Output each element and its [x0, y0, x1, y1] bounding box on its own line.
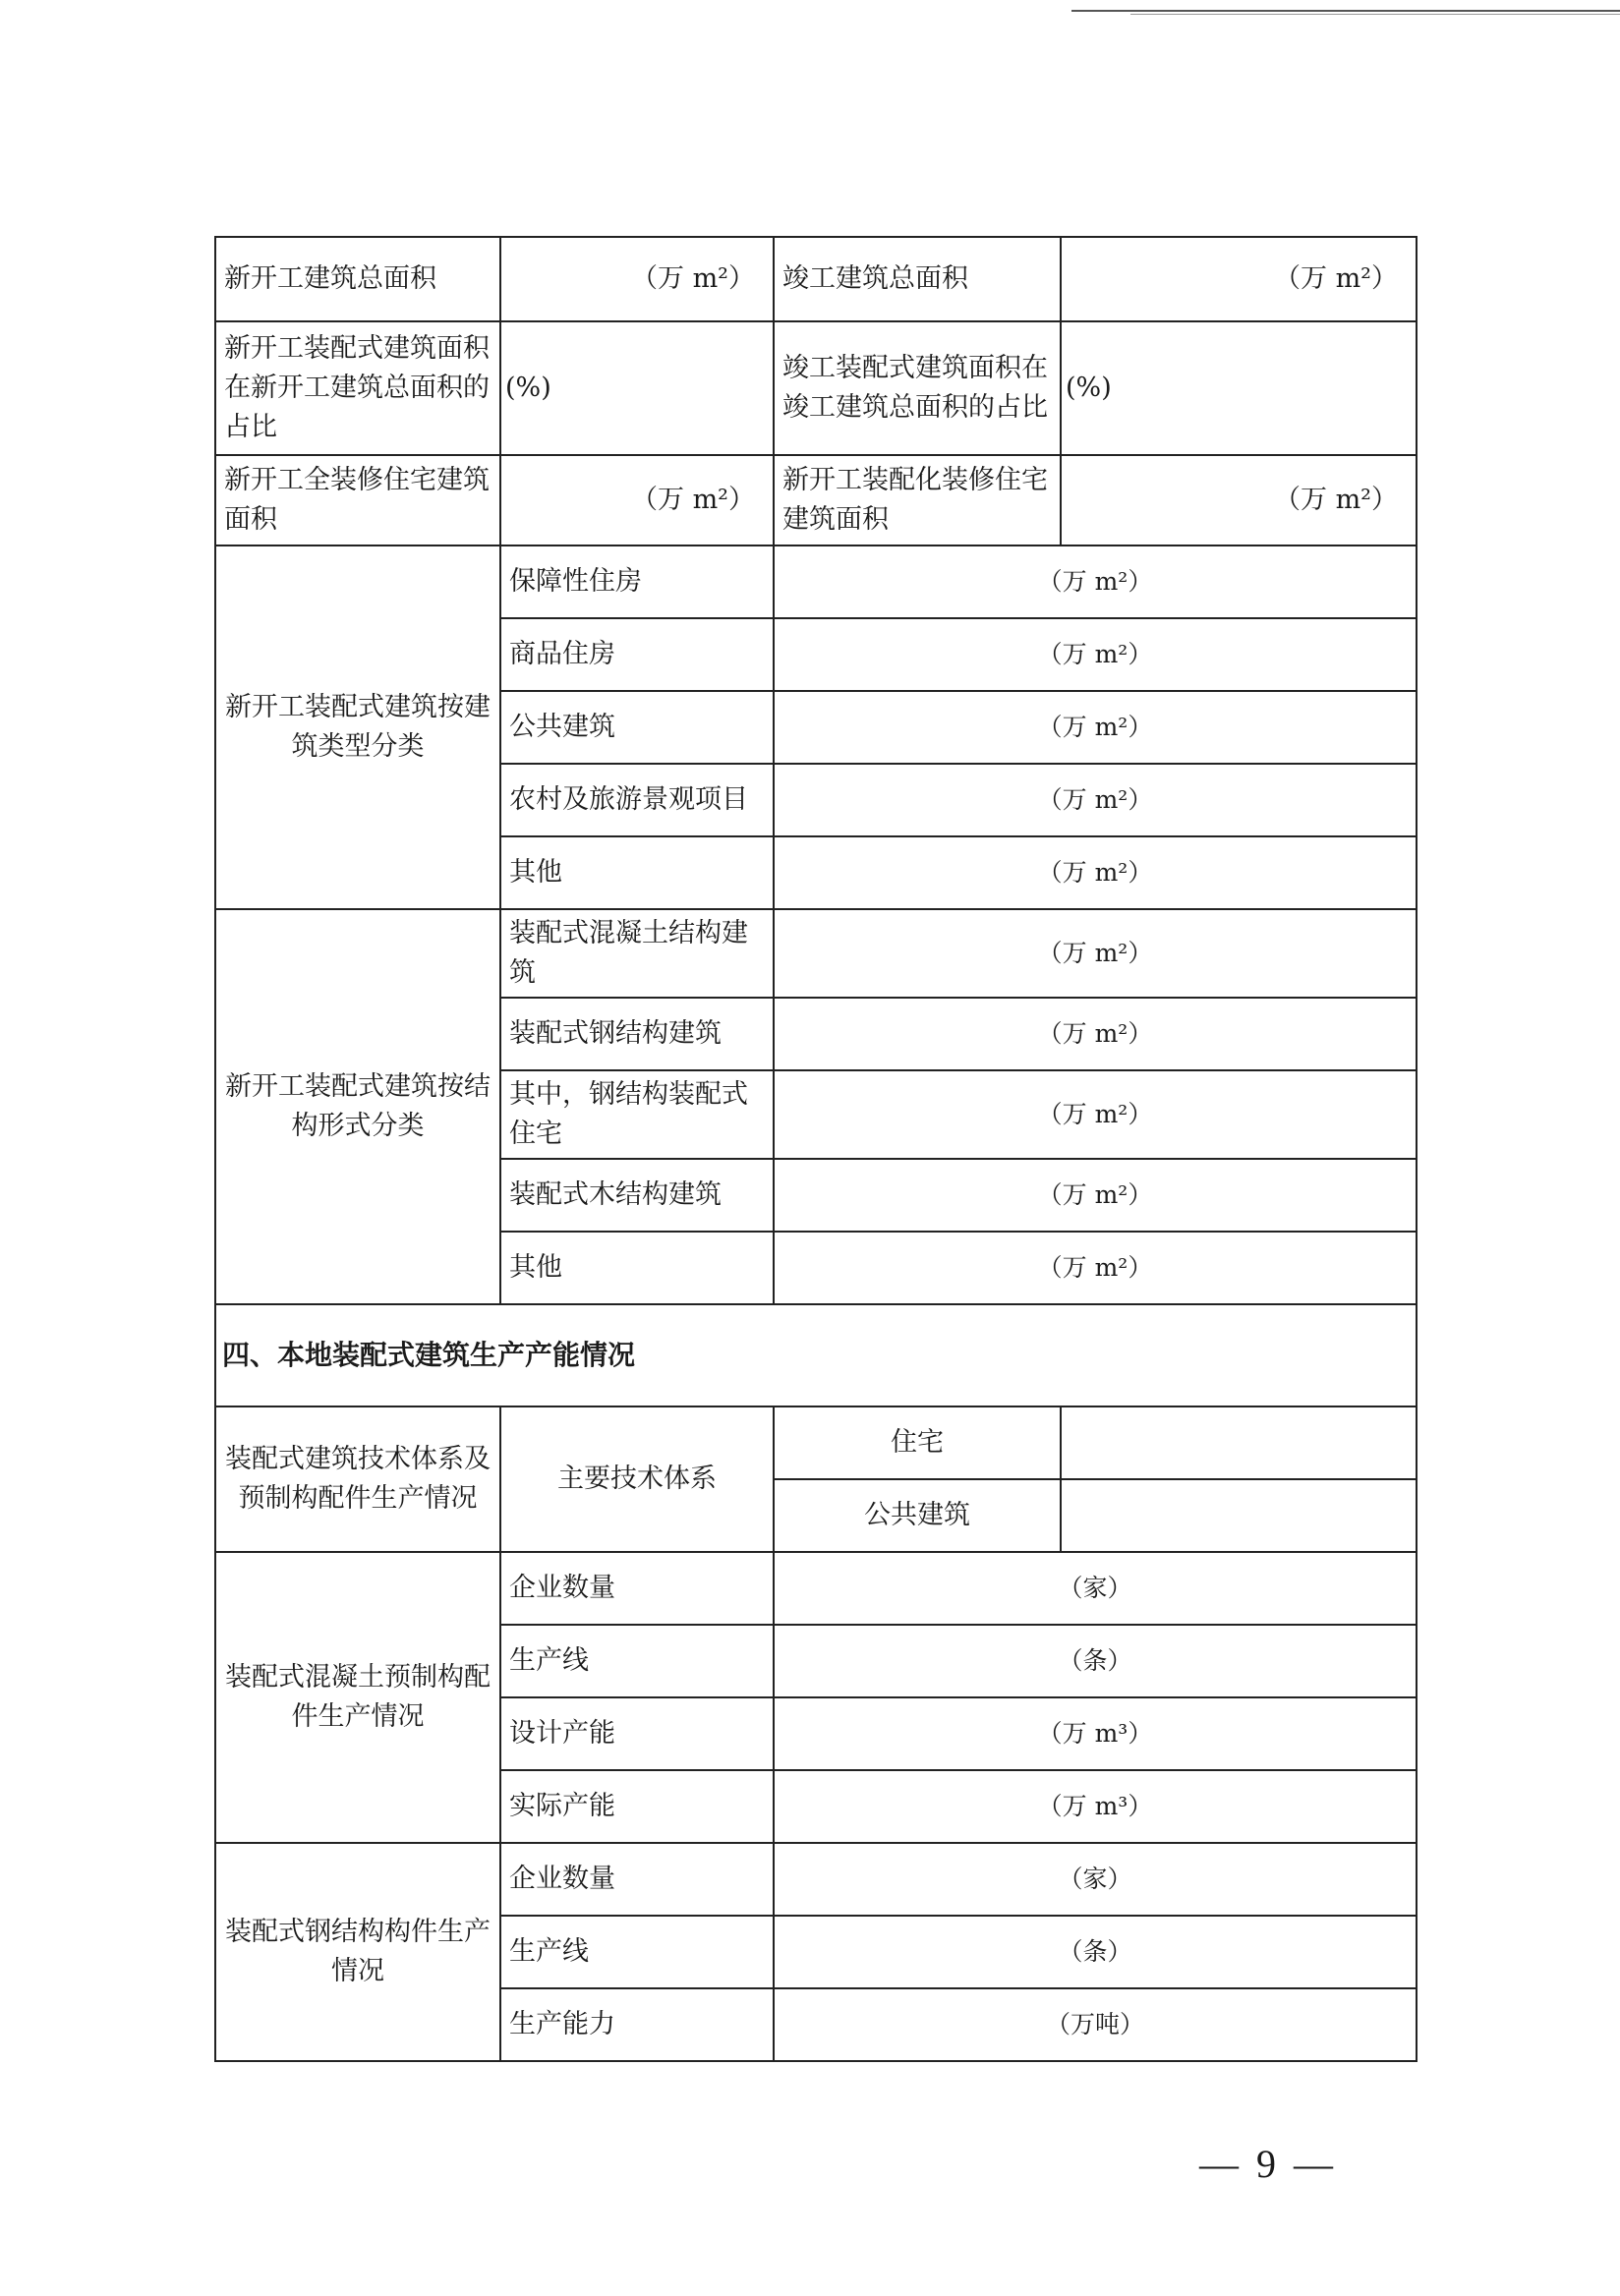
list-item-unit[interactable]: （万 m²）	[774, 836, 1417, 909]
table-row	[215, 545, 1417, 618]
list-item-label: 装配式混凝土结构建筑	[500, 909, 774, 998]
list-item-label: 生产能力	[500, 1988, 774, 2061]
table-row	[215, 455, 1417, 545]
table-row	[215, 1843, 1417, 1916]
list-item-label: 实际产能	[500, 1770, 774, 1843]
list-item-unit[interactable]: （万 m²）	[774, 545, 1417, 618]
completed-prefab-ratio-label: 竣工装配式建筑面积在竣工建筑总面积的占比	[774, 321, 1061, 455]
list-item-label: 生产线	[500, 1625, 774, 1697]
completed-total-label: 竣工建筑总面积	[774, 237, 1061, 321]
list-item-unit[interactable]: （万 m²）	[774, 998, 1417, 1070]
list-item-label: 保障性住房	[500, 545, 774, 618]
scan-edge-line-2	[1130, 14, 1620, 15]
list-item-unit[interactable]: （条）	[774, 1916, 1417, 1988]
list-item-unit[interactable]: （家）	[774, 1552, 1417, 1625]
completed-prefab-ratio-unit[interactable]: (%)	[1061, 321, 1417, 455]
list-item-label: 农村及旅游景观项目	[500, 764, 774, 836]
list-item-unit[interactable]: （万 m²）	[774, 1232, 1417, 1304]
list-item-label: 企业数量	[500, 1843, 774, 1916]
form-sheet	[214, 236, 1416, 2062]
tech-item-value[interactable]	[1061, 1406, 1417, 1479]
list-item-unit[interactable]: （万 m²）	[774, 909, 1417, 998]
list-item-unit[interactable]: （万吨）	[774, 1988, 1417, 2061]
page-number: — 9 —	[1199, 2142, 1337, 2186]
list-item-unit[interactable]: （万 m²）	[774, 618, 1417, 691]
list-item-unit[interactable]: （万 m²）	[774, 691, 1417, 764]
list-item-unit[interactable]: （万 m²）	[774, 764, 1417, 836]
completed-total-unit[interactable]: （万 m²）	[1061, 237, 1417, 321]
list-item-unit[interactable]: （条）	[774, 1625, 1417, 1697]
list-item-unit[interactable]: （万 m³）	[774, 1697, 1417, 1770]
list-item-label: 生产线	[500, 1916, 774, 1988]
full-decoration-unit[interactable]: （万 m²）	[500, 455, 774, 545]
new-construction-total-unit[interactable]: （万 m²）	[500, 237, 774, 321]
table-row	[215, 321, 1417, 455]
list-item-label: 其中，钢结构装配式住宅	[500, 1070, 774, 1159]
statistics-table	[214, 236, 1418, 2062]
tech-item-label: 住宅	[774, 1406, 1061, 1479]
list-item-label: 装配式木结构建筑	[500, 1159, 774, 1232]
tech-item-value[interactable]	[1061, 1479, 1417, 1552]
section-heading: 四、本地装配式建筑生产产能情况	[215, 1304, 1417, 1406]
full-decoration-label: 新开工全装修住宅建筑面积	[215, 455, 500, 545]
prefab-decoration-label: 新开工装配化装修住宅建筑面积	[774, 455, 1061, 545]
list-item-unit[interactable]: （万 m²）	[774, 1159, 1417, 1232]
list-item-label: 设计产能	[500, 1697, 774, 1770]
list-item-unit[interactable]: （万 m²）	[774, 1070, 1417, 1159]
scan-edge-line	[1071, 10, 1620, 12]
list-item-label: 公共建筑	[500, 691, 774, 764]
new-construction-total-label: 新开工建筑总面积	[215, 237, 500, 321]
tech-item-label: 公共建筑	[774, 1479, 1061, 1552]
table-row	[215, 237, 1417, 321]
by-structure-group-label: 新开工装配式建筑按结构形式分类	[215, 909, 500, 1304]
table-row	[215, 1406, 1417, 1479]
steel-group-label: 装配式钢结构构件生产情况	[215, 1843, 500, 2061]
list-item-unit[interactable]: （家）	[774, 1843, 1417, 1916]
concrete-group-label: 装配式混凝土预制构配件生产情况	[215, 1552, 500, 1843]
list-item-unit[interactable]: （万 m³）	[774, 1770, 1417, 1843]
by-type-group-label: 新开工装配式建筑按建筑类型分类	[215, 545, 500, 909]
list-item-label: 装配式钢结构建筑	[500, 998, 774, 1070]
new-prefab-ratio-label: 新开工装配式建筑面积在新开工建筑总面积的占比	[215, 321, 500, 455]
list-item-label: 企业数量	[500, 1552, 774, 1625]
prefab-decoration-unit[interactable]: （万 m²）	[1061, 455, 1417, 545]
table-row	[215, 909, 1417, 998]
table-row	[215, 1552, 1417, 1625]
list-item-label: 其他	[500, 1232, 774, 1304]
list-item-label: 其他	[500, 836, 774, 909]
list-item-label: 商品住房	[500, 618, 774, 691]
table-row	[215, 1304, 1417, 1406]
tech-group-label: 装配式建筑技术体系及预制构配件生产情况	[215, 1406, 500, 1552]
new-prefab-ratio-unit[interactable]: (%)	[500, 321, 774, 455]
tech-sub-label: 主要技术体系	[500, 1406, 774, 1552]
